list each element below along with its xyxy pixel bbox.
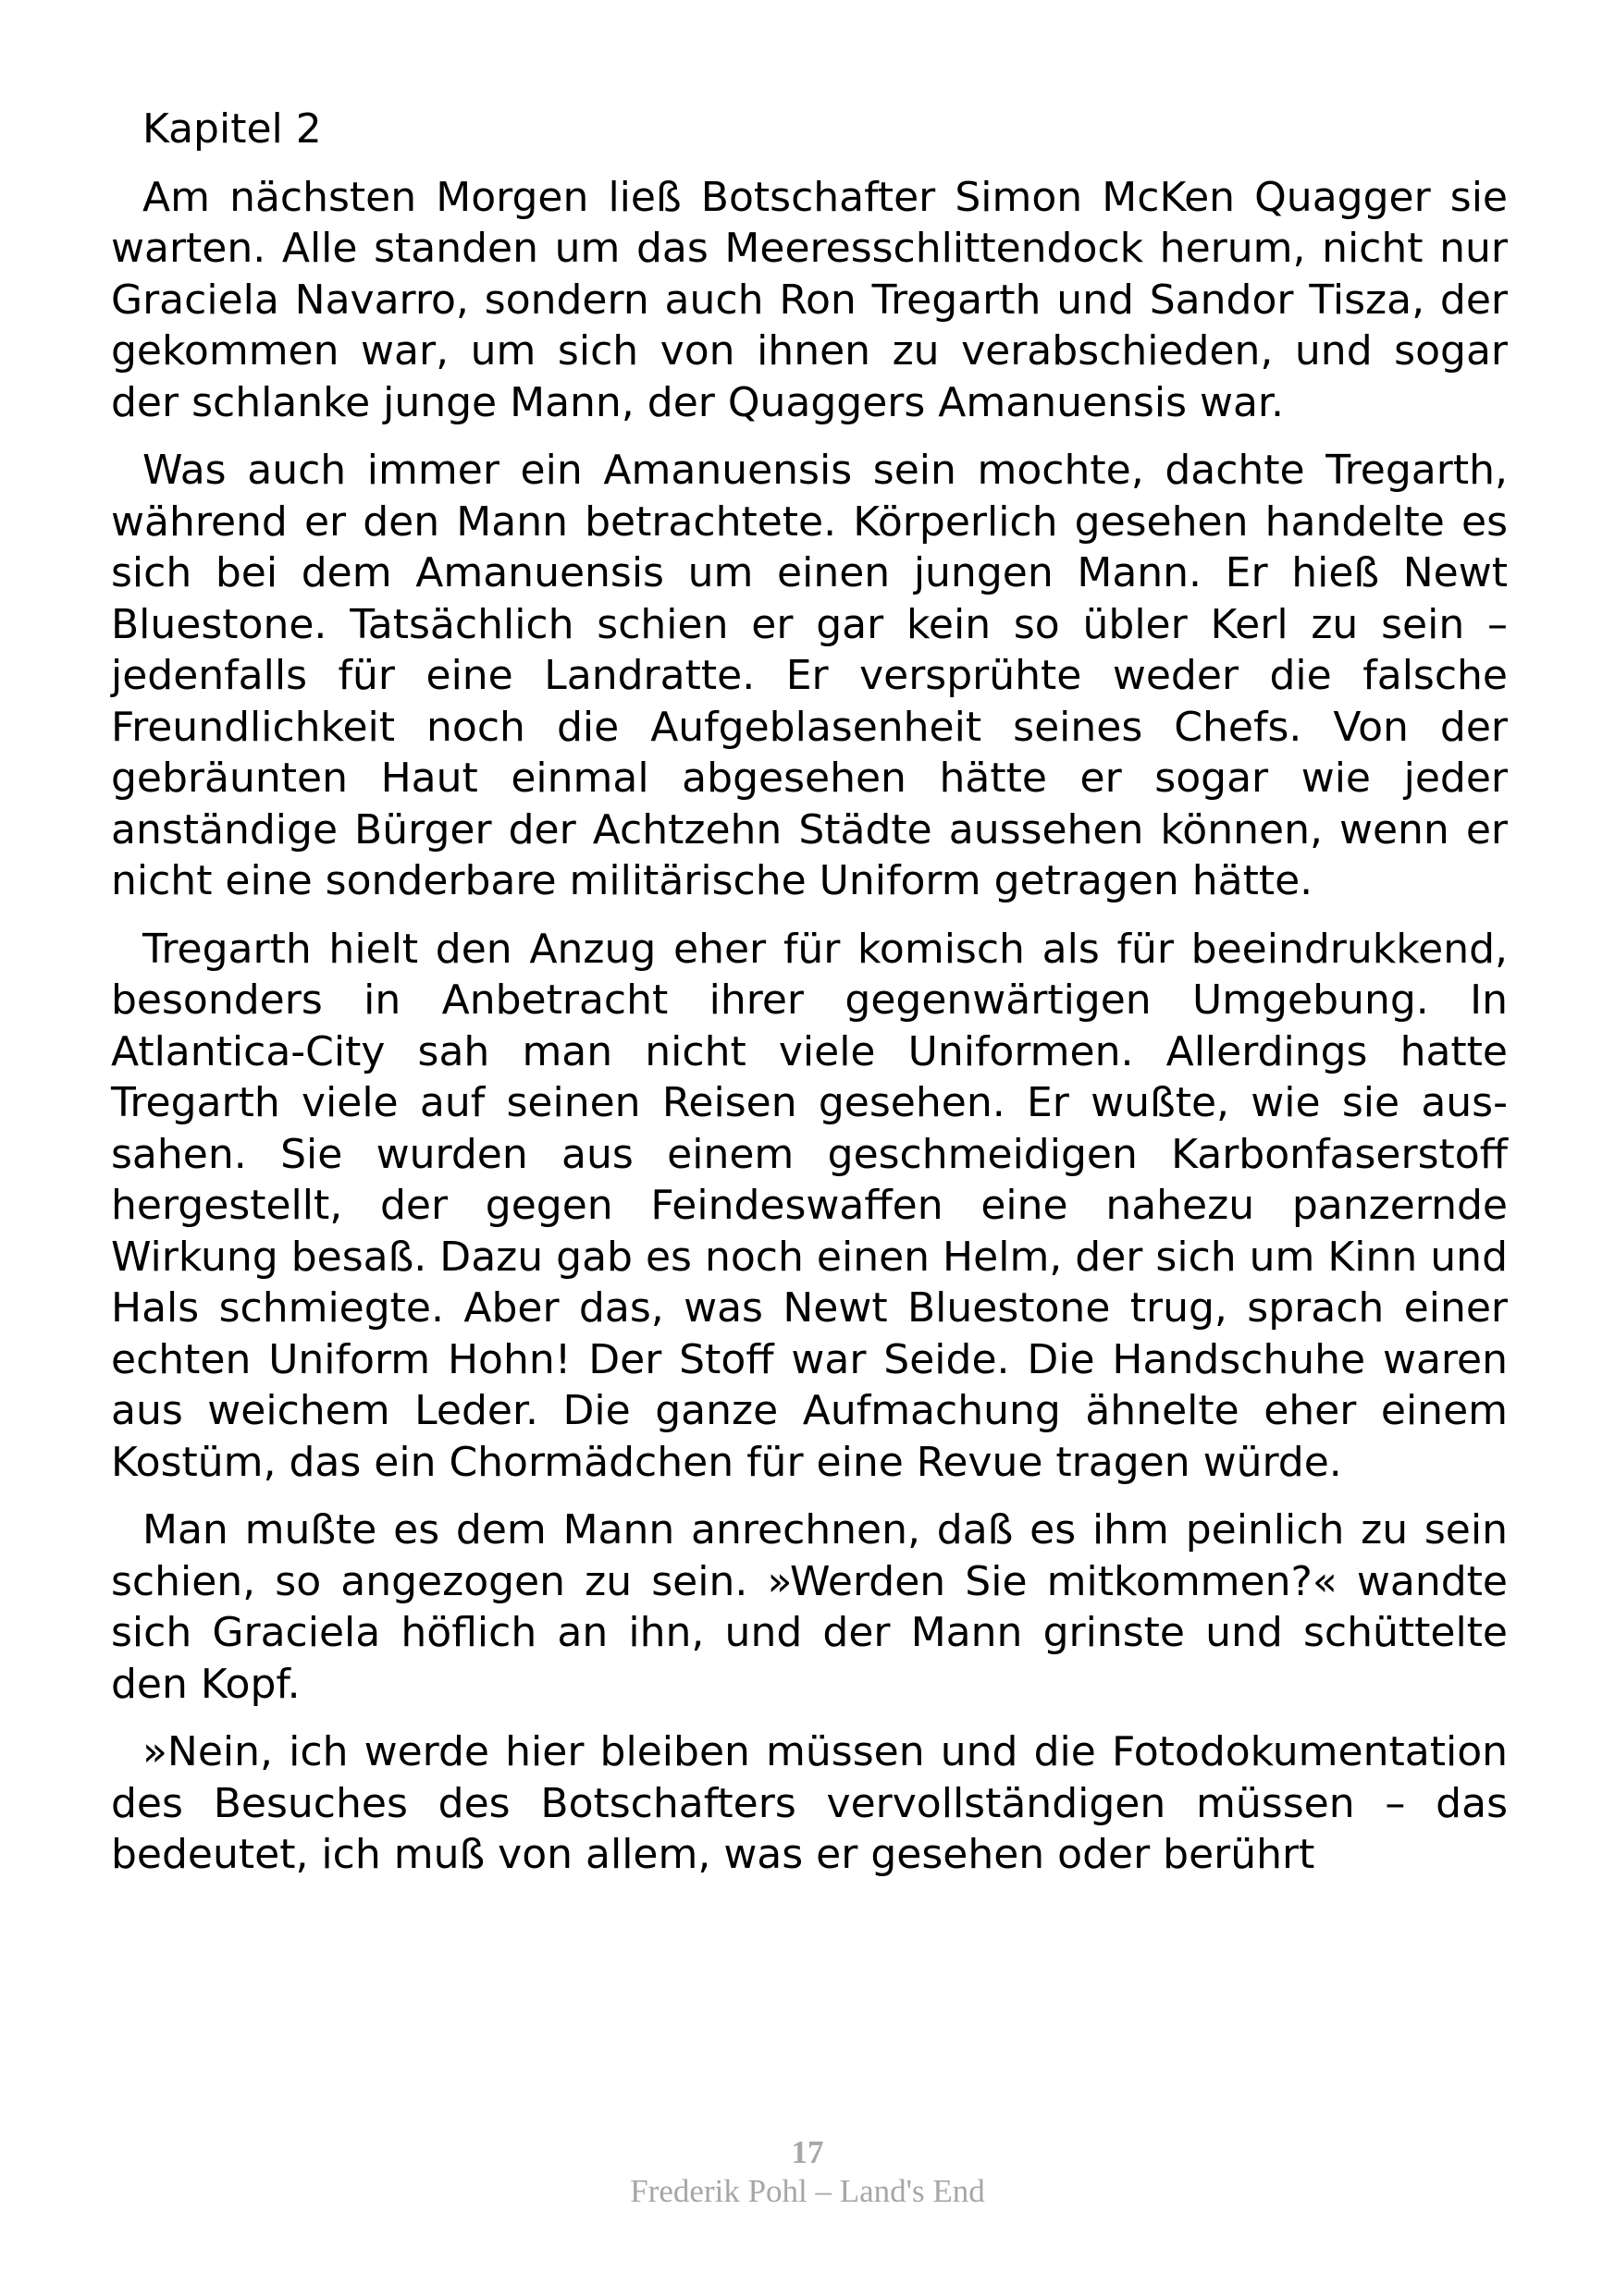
paragraph-2: Was auch immer ein Amanuensis sein mochte, dachte Tregarth, während er den Mann betrachtete. Körperlich gesehen handelte es sich bei dem Amanuensis um einen jungen Mann. Er hieß Newt Bluestone. Tatsächlich schien er gar kein so übler Kerl zu sein – jedenfalls für eine Landratte. Er versprühte weder die falsche Freundlichkeit noch die Aufgeblasenheit seines Chefs. Von der gebräunten Haut einmal abgesehen hätte er sogar wie jeder anständige Bürger der Achtzehn Städte aussehen können, wenn er nicht eine sonderbare militärische Uniform getragen hätte. [111, 447, 1508, 904]
chapter-title: Kapitel 2 [142, 105, 322, 153]
book-page [111, 104, 1508, 1897]
paragraph-1: Am nächsten Morgen ließ Botschafter Simon McKen Quagger sie warten. Alle standen um das Meeresschlittendock herum, nicht nur Graciela Navarro, sondern auch Ron Tregarth und Sandor Tisza, der gekommen war, um sich von ihnen zu verabschieden, und sogar der schlanke junge Mann, der Quaggers Amanuensis war. [111, 173, 1508, 426]
running-footer: Frederik Pohl – Land's End [630, 2173, 985, 2209]
paragraph-3: Tregarth hielt den Anzug eher für komisch als für beeindrukkend, besonders in Anbetracht ihrer gegenwärtigen Umgebung. In Atlantica-City sah man nicht viele Uniformen. Allerdings hatte Tregarth viele auf seinen Reisen gesehen. Er wußte, wie sie aussahen. Sie wurden aus einem geschmeidigen Karbonfaserstoff hergestellt, der gegen Feindeswaffen eine nahezu panzernde Wirkung besaß. Dazu gab es noch einen Helm, der sich um Kinn und Hals schmiegte. Aber das, was Newt Bluestone trug, sprach einer echten Uniform Hohn! Der Stoff war Seide. Die Handschuhe waren aus weichem Leder. Die ganze Aufmachung ähnelte eher einem Kostüm, das ein Chormädchen für eine Revue tragen würde. [111, 925, 1508, 1486]
paragraph-5: »Nein, ich werde hier bleiben müssen und die Fotodokumentation des Besuches des Botschafters vervollständigen müssen – das bedeutet, ich muß von allem, was er gesehen oder berührt [111, 1728, 1508, 1878]
paragraph-4: Man mußte es dem Mann anrechnen, daß es ihm peinlich zu sein schien, so angezogen zu sein. »Werden Sie mitkommen?« wandte sich Graciela höflich an ihn, und der Mann grinste und schüttelte den Kopf. [111, 1506, 1508, 1708]
page-number: 17 [791, 2134, 824, 2170]
